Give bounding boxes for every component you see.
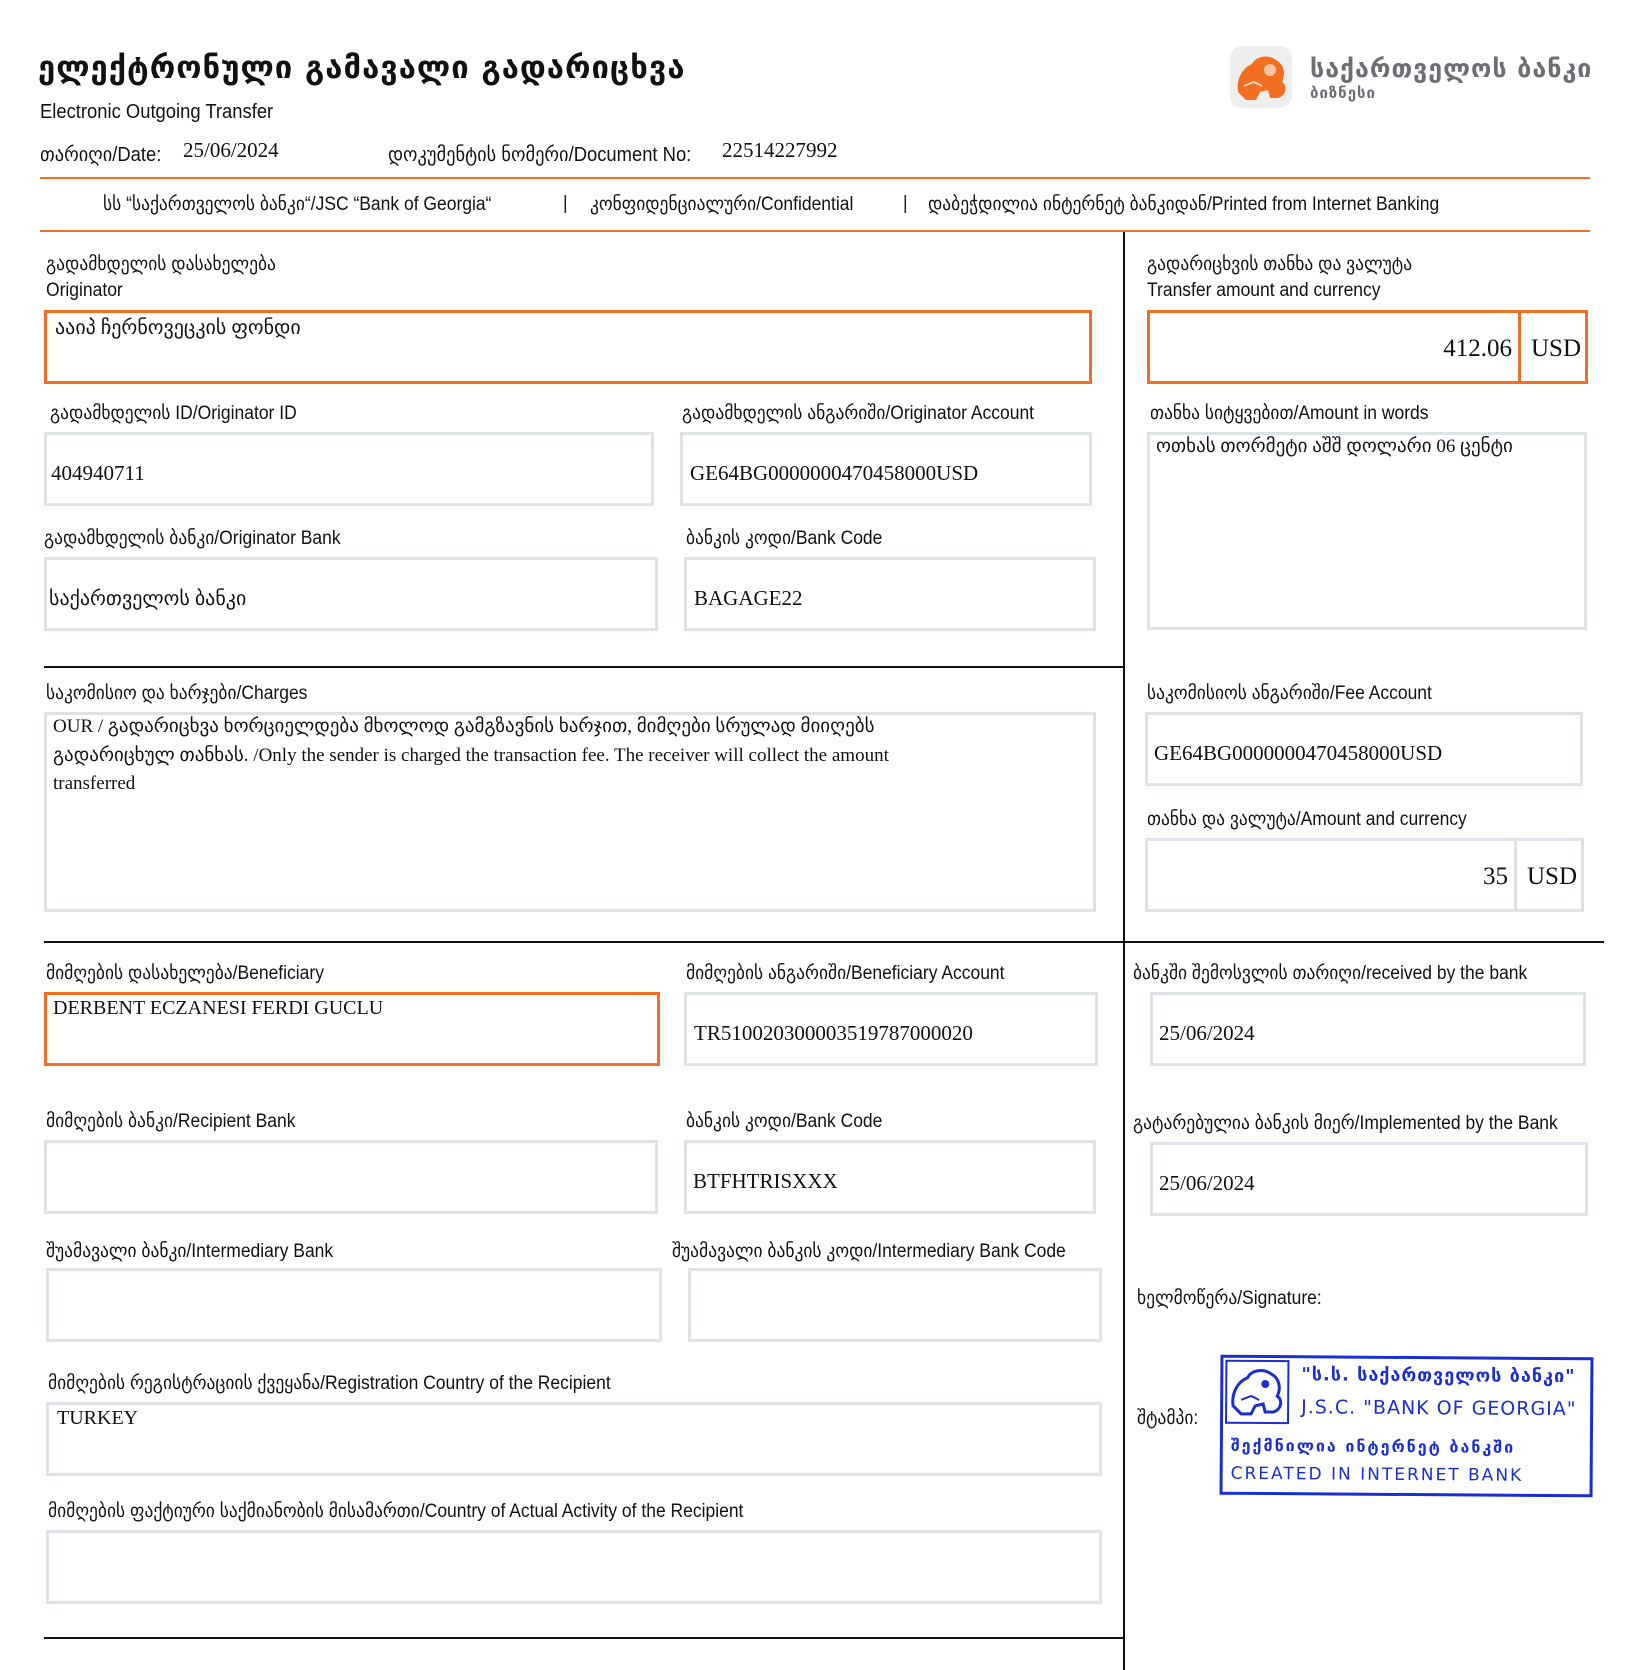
lion-icon	[1230, 46, 1292, 108]
intermediary-bank-code-field	[688, 1268, 1102, 1342]
implemented-by-bank-field	[1150, 1142, 1588, 1216]
received-by-bank-value: 25/06/2024	[1159, 1021, 1255, 1045]
column-divider	[1123, 232, 1125, 1670]
fee-currency-value: USD	[1527, 863, 1578, 890]
amount-in-words-value: ოთხას თორმეტი აშშ დოლარი 06 ცენტი	[1156, 436, 1513, 457]
registration-country-value: TURKEY	[57, 1407, 139, 1429]
implemented-by-bank-value: 25/06/2024	[1159, 1171, 1255, 1195]
originator-name-label-en: Originator	[46, 280, 123, 301]
originator-bank-code-value: BAGAGE22	[694, 586, 803, 610]
charges-line-2: გადარიცხულ თანხას. /Only the sender is charged the transaction fee. The receiver will collect the amount	[53, 745, 889, 766]
banner-separator-1: |	[563, 193, 568, 214]
amount-in-words-label: თანხა სიტყვებით/Amount in words	[1150, 403, 1429, 424]
stamp-lion-icon	[1225, 1360, 1289, 1424]
fee-amount-field	[1145, 838, 1517, 912]
date-value: 25/06/2024	[183, 138, 279, 162]
stamp-label: შტამპი:	[1137, 1408, 1199, 1429]
logo-sub: ბიზნესი	[1310, 84, 1376, 102]
bank-stamp	[1220, 1355, 1594, 1498]
originator-name-label-ka: გადამხდელის დასახელება	[46, 254, 276, 275]
beneficiary-account-value: TR510020300003519787000020	[694, 1021, 973, 1045]
document-subtitle: Electronic Outgoing Transfer	[40, 101, 274, 123]
originator-name-value: ააიპ ჩერნოვეცკის ფონდი	[55, 317, 301, 339]
originator-bank-label: გადამხდელის ბანკი/Originator Bank	[44, 528, 341, 549]
beneficiary-divider	[44, 941, 1604, 943]
beneficiary-name-value: DERBENT ECZANESI FERDI GUCLU	[53, 997, 384, 1019]
document-number-label: დოკუმენტის ნომერი/Document No:	[388, 144, 692, 166]
originator-bank-code-label: ბანკის კოდი/Bank Code	[686, 528, 883, 549]
charges-label: საკომისიო და ხარჯები/Charges	[46, 683, 308, 704]
stamp-line-1: "ს.ს. საქართველოს ბანკი"	[1301, 1364, 1576, 1388]
logo-name: საქართველოს ბანკი	[1310, 54, 1593, 83]
transfer-amount-field	[1147, 310, 1521, 384]
amount-in-words-field	[1147, 432, 1587, 630]
received-by-bank-label: ბანკში შემოსვლის თარიღი/received by the bank	[1133, 963, 1528, 984]
originator-bank-value: საქართველოს ბანკი	[49, 588, 247, 610]
charges-line-3: transferred	[53, 773, 136, 794]
fee-account-value: GE64BG0000000470458000USD	[1154, 741, 1443, 765]
originator-account-field	[680, 432, 1092, 506]
received-by-bank-field	[1150, 992, 1586, 1066]
beneficiary-account-label: მიმღების ანგარიში/Beneficiary Account	[686, 963, 1005, 984]
originator-account-label: გადამხდელის ანგარიში/Originator Account	[682, 403, 1035, 424]
fee-currency-field	[1514, 838, 1584, 912]
recipient-bank-code-value: BTFHTRISXXX	[693, 1169, 838, 1193]
originator-bank-code-field	[684, 557, 1096, 631]
charges-line-1: OUR / გადარიცხვა ხორციელდება მხოლოდ გამგზავნის ხარჯით, მიმღები სრულად მიიღებს	[53, 716, 875, 737]
document-title: ელექტრონული გამავალი გადარიცხვა	[38, 50, 686, 86]
originator-name-field	[44, 310, 1092, 384]
stamp-line-3: შექმნილია ინტერნეტ ბანკში	[1230, 1435, 1516, 1457]
fee-account-label: საკომისიოს ანგარიში/Fee Account	[1147, 683, 1432, 704]
transfer-amount-label-en: Transfer amount and currency	[1147, 280, 1381, 301]
recipient-bank-code-field	[684, 1140, 1096, 1214]
intermediary-bank-code-label: შუამავალი ბანკის კოდი/Intermediary Bank Code	[672, 1241, 1066, 1262]
bank-logo	[1230, 44, 1593, 110]
recipient-bank-code-label: ბანკის კოდი/Bank Code	[686, 1111, 883, 1132]
implemented-by-bank-label: გატარებულია ბანკის მიერ/Implemented by the Bank	[1133, 1113, 1558, 1134]
fee-account-field	[1145, 712, 1583, 786]
date-label: თარიღი/Date:	[40, 144, 162, 166]
signature-label: ხელმოწერა/Signature:	[1137, 1288, 1322, 1309]
document-number-value: 22514227992	[722, 138, 838, 162]
originator-bank-field	[44, 557, 658, 631]
charges-field	[44, 712, 1096, 912]
stamp-line-4: CREATED IN INTERNET BANK	[1230, 1463, 1524, 1486]
banner-printed: დაბეჭდილია ინტერნეტ ბანკიდან/Printed from Internet Banking	[928, 194, 1440, 215]
registration-country-field	[46, 1402, 1102, 1476]
originator-id-value: 404940711	[51, 461, 145, 485]
transfer-currency-field	[1518, 310, 1588, 384]
originator-id-field	[44, 432, 654, 506]
registration-country-label: მიმღების რეგისტრაციის ქვეყანა/Registration Country of the Recipient	[48, 1373, 611, 1394]
originator-account-value: GE64BG0000000470458000USD	[690, 461, 979, 485]
originator-id-label: გადამხდელის ID/Originator ID	[50, 403, 297, 424]
fee-amount-label: თანხა და ვალუტა/Amount and currency	[1147, 809, 1467, 830]
intermediary-bank-label: შუამავალი ბანკი/Intermediary Bank	[46, 1241, 334, 1262]
beneficiary-account-field	[684, 992, 1098, 1066]
banner-separator-2: |	[903, 193, 908, 214]
charges-divider	[44, 666, 1124, 668]
transfer-amount-label-ka: გადარიცხვის თანხა და ვალუტა	[1147, 254, 1413, 275]
transfer-amount-value: 412.06	[1443, 335, 1512, 362]
banner-confidential: კონფიდენციალური/Confidential	[590, 194, 854, 215]
transfer-currency-value: USD	[1531, 335, 1582, 362]
fee-amount-value: 35	[1483, 863, 1508, 890]
banner-jsc: სს “საქართველოს ბანკი“/JSC “Bank of Georgia“	[103, 194, 492, 215]
banner-top-line	[40, 177, 1590, 179]
bottom-divider	[44, 1637, 1124, 1639]
beneficiary-name-label: მიმღების დასახელება/Beneficiary	[46, 963, 324, 984]
actual-activity-field	[46, 1530, 1102, 1604]
intermediary-bank-field	[46, 1268, 662, 1342]
recipient-bank-field	[44, 1140, 658, 1214]
stamp-line-2: J.S.C. "BANK OF GEORGIA"	[1301, 1396, 1577, 1421]
recipient-bank-label: მიმღების ბანკი/Recipient Bank	[46, 1111, 296, 1132]
banner-bottom-line	[40, 230, 1590, 232]
actual-activity-label: მიმღების ფაქტიური საქმიანობის მისამართი/Country of Actual Activity of the Recipient	[48, 1501, 744, 1522]
beneficiary-name-field	[44, 992, 660, 1066]
